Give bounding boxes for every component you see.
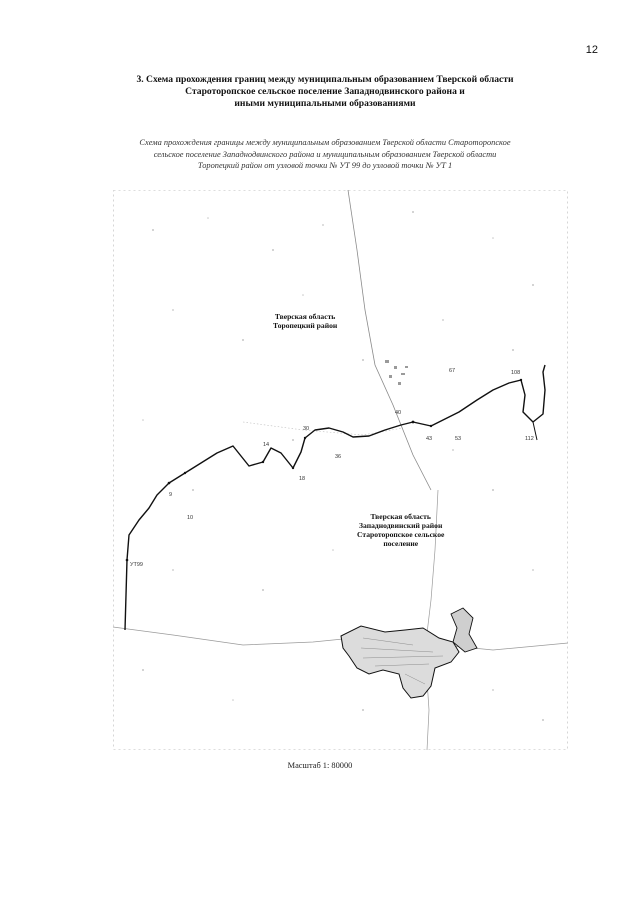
heading-line: иными муниципальными образованиями: [234, 98, 416, 109]
boundary-line: [125, 365, 545, 630]
caption-line: Торопецкий район от узловой точки № УТ 99 до узловой точки № УТ 1: [197, 161, 453, 170]
map-caption: [100, 137, 550, 172]
town-area: [341, 626, 459, 698]
point-label: 40: [395, 410, 402, 416]
road-line: [113, 627, 568, 650]
caption-line: Схема прохождения границы между муниципальным образованием Тверской области Староторопское: [139, 138, 511, 147]
point-label: УТ99: [130, 562, 143, 568]
point-label: 9: [169, 492, 173, 498]
point-label: 18: [299, 476, 306, 482]
heading-line: 3. Схема прохождения границ между муниципальным образованием Тверской области: [136, 74, 514, 85]
label-line: поселение: [383, 539, 419, 548]
map-canvas: [113, 190, 568, 750]
point-label: 108: [511, 370, 521, 376]
point-label: 36: [335, 454, 342, 460]
caption-line: сельское поселение Западнодвинского района и муниципальным образованием Тверской области: [153, 149, 497, 159]
point-label: 112: [525, 436, 534, 442]
label-line: Тверская область: [370, 512, 431, 521]
label-line: Староторопское сельское: [357, 530, 445, 539]
point-label: 30: [303, 426, 310, 432]
point-label: 10: [187, 515, 194, 521]
heading-line: Староторопское сельское поселение Западнодвинского района и: [185, 86, 465, 97]
road-line: [348, 190, 431, 490]
label-line: Тверская область: [274, 312, 336, 321]
label-line: Торопецкий район: [273, 321, 338, 330]
map-scale: Масштаб 1: 80000: [287, 761, 353, 770]
point-label: 53: [455, 436, 462, 442]
point-label: 67: [449, 368, 456, 374]
point-label: 14: [263, 442, 270, 448]
label-toropets-district: [273, 312, 337, 330]
page-number: 12: [585, 44, 598, 56]
settlement-north: [385, 360, 408, 385]
boundary-map: [113, 190, 568, 750]
document-heading: [90, 74, 560, 110]
boundary-points: [126, 379, 522, 562]
map-frame: [114, 191, 568, 750]
point-label: 43: [426, 436, 433, 442]
label-staroropskoe-settlement: [357, 512, 444, 548]
label-line: Западнодвинский район: [359, 521, 443, 530]
